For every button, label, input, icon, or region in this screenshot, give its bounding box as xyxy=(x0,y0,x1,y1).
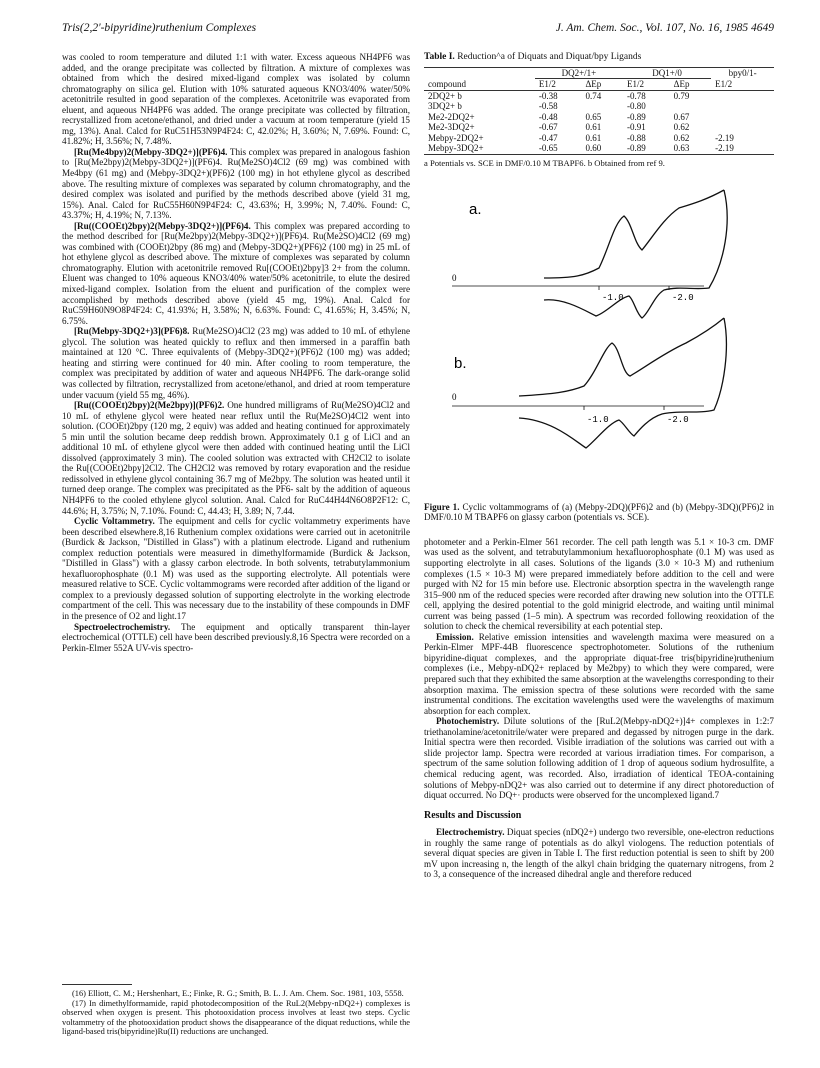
table-reductions xyxy=(424,67,774,155)
table-cell: -0.91 xyxy=(627,122,646,133)
table-cell: -0.58 xyxy=(538,101,558,112)
paragraph xyxy=(62,622,410,654)
figure-cyclic-voltammograms xyxy=(424,178,774,498)
paragraph: was cooled to room temperature and diluted 1:1 with water. Excess aqueous NH4PF6 was added, and the orange precipitate was collected by filtration. A mixture of complexes was obtained from which the desired mixed-ligand complex was isolated by column chromatography on silica gel. Elution with 10% saturated aqueous KNO3/40% water/50% acetonitrile resulted in good separation of the complexes. Acetonitrile was evaporated from eluent, and aqueous NH4PF6 was added. The orange precipitate was collected by filtration, recrystallized from acetone/ethanol, and dried under a vacuum at room temperature (yield 15 mg, 13%). Anal. Calcd for RuC51H53N9P4F24: C, 42.02%; H, 3.60%; N, 7.69%. Found: C, 41.82%; H, 3.56%; N, 7.48%. xyxy=(62,52,410,147)
table-cell xyxy=(711,101,774,112)
table-column-header: ΔEp xyxy=(582,79,624,91)
paragraph-body: One hundred milligrams of Ru(Me2SO)4Cl2 and 10 mL of ethylene glycol were heated near reflux until the Ru(Me2SO)4Cl2 went into solution. (COOEt)2bpy (120 mg, 2 equiv) was added and heating continued for approximately 5 min until the solution became deep reddish brown. Approximately 0.1 g of LiCl and an additional 10 mL of ethylene glycol were then added with continued heating until the LiCl dissolved (approximately 3 min). The cooled solution was extracted with CH2Cl2 to isolate the Ru[(COOEt)2bpy]2Cl2. The CH2Cl2 was removed by rotary evaporation and the residue redissolved in ethylene glycol containing 36.7 mg of Me2bpy. The solution was heated until it turned deep orange. The complex was precipitated as the PF6- salt by the addition of aqueous NH4PF6 to the cooled ethylene glycol solution. Anal. Calcd for RuC44H44N6O8P2F12: C, 44.6%; H, 3.75%; N, 7.10%. Found: C, 44.43; H, 3.89; N, 7.44. xyxy=(62,400,410,516)
voltammogram-plot xyxy=(424,178,774,498)
paragraph-body: Diquat species (nDQ2+) undergo two reversible, one-electron reductions in roughly the same range of potentials as do alkyl viologens. The reduction potentials of several diquat species are given in Table I. The first reduction potential is seen to shift by 200 mV upon increasing n, the length of the alkyl chain bridging the quaternary nitrogens, from 2 to 3, a consequence of the increased dihedral angle and therefore reduced xyxy=(424,827,774,880)
table-cell xyxy=(711,112,774,123)
table-cell xyxy=(670,101,712,112)
table-cell xyxy=(711,90,774,101)
paragraph-body: Relative emission intensities and wavelength maxima were measured on a Perkin-Elmer MPF-44B fluorescence spectrophotometer. Solutions of the ruthenium bipyridine-diquat complexes, and the appropriate diquat-free tris(bipyridine)ruthenium complexes (i.e., Mebpy-nDQ2+ replaced by Me2bpy) to which they were compared, were prepared such that they exhibited the same absorption at the wavelengths corresponding to their absorption maxima. The emission spectra of these solutions were recorded with the same instrumental conditions. The excitation wavelengths used were the wavelengths of maximum absorption for each complex. xyxy=(424,631,774,716)
tick-label-a2: -2.0 xyxy=(672,292,694,303)
paragraph-body: This complex was prepared according to the method described for [Ru(Me2bpy)2(Mebpy-3DQ2+)](PF6)4. Ru(Me2SO)4Cl2 (69 mg) was combined with (COOEt)2bpy (86 mg) and (Mebpy-3DQ2+)(PF6)2 (100 mg) in 25 mL of hot ethylene glycol as described above. The mixture of complexes was separated by column chromatography. Elution with acetonitrile removed Ru[(COOEt)2bpy]3 2+ from the column. Eluent was changed to 10% aqueous KNO3/40% water/50% acetonitrile, to elute the desired mixed-ligand complex. Isolation from the eluent and purification of the complex were accomplished by methods described above (yield 45 mg, 19%). Anal. Calcd for RuC59H60N9O8P4F24: C, 41.93%; H, 3.58%; N, 6.63%. Found: C, 41.65%; H, 3.45%; N, 6.75%. xyxy=(62,220,410,326)
paragraph xyxy=(62,326,410,400)
table-cell: 0.65 xyxy=(585,111,602,122)
footnote: (16) Elliott, C. M.; Hershenhart, E.; Finke, R. G.; Smith, B. L. J. Am. Chem. Soc. 1981, 103, 5558. xyxy=(72,989,404,998)
paragraph xyxy=(62,516,410,621)
table-cell: -0.38 xyxy=(538,90,558,101)
table-cell: 0.74 xyxy=(585,90,602,101)
cv-trace-b-forward xyxy=(519,318,724,396)
table-column-header: E1/2 xyxy=(535,79,582,91)
paragraph-heading: Photochemistry. xyxy=(436,716,500,727)
paragraph xyxy=(62,221,410,326)
cv-trace-a-return xyxy=(544,190,727,318)
paragraph-heading: [Ru((COOEt)2bpy)2(Mebpy-3DQ2+)](PF6)4. xyxy=(74,220,251,231)
paragraph-heading: [Ru(Me4bpy)2(Mebpy-3DQ2+)](PF6)4. xyxy=(74,146,228,157)
spacer xyxy=(424,523,774,537)
panel-label-b: b. xyxy=(454,354,467,372)
table-row xyxy=(424,101,774,112)
right-column xyxy=(424,52,774,880)
header-title: Tris(2,2'-bipyridine)ruthenium Complexes xyxy=(62,22,257,34)
table-note: a Potentials vs. SCE in DMF/0.10 M TBAPF6. b Obtained from ref 9. xyxy=(424,157,665,168)
table-row xyxy=(424,143,774,154)
table-cell xyxy=(711,122,774,133)
cv-trace-a-forward xyxy=(544,190,724,278)
table-cell: 0.62 xyxy=(673,132,690,143)
table-cell xyxy=(582,101,624,112)
table-body xyxy=(424,90,774,154)
table-cell: -0.80 xyxy=(627,101,646,112)
footnotes xyxy=(62,984,410,1037)
table-column-header: E1/2 xyxy=(623,79,670,91)
table-cell: 0.62 xyxy=(673,122,690,133)
footnote: (17) In dimethylformamide, rapid photodecomposition of the RuL2(Mebpy-nDQ2+) complexes is observed when oxygen is present. This photooxidation process involves at least two steps. Cyclic voltammetry of the photooxidation product shows the disappearance of the diquat reductions, while the ligand-based tris(bipyridine)Ru(II) reductions are unchanged. xyxy=(62,998,410,1037)
table-caption xyxy=(424,52,774,63)
table-cell: Me2-3DQ2+ xyxy=(428,122,475,133)
table-cell: 0.60 xyxy=(582,143,624,154)
table-column-header: ΔEp xyxy=(670,79,712,91)
paragraph-heading: Emission. xyxy=(436,631,474,642)
paragraph-heading: Electrochemistry. xyxy=(436,827,505,838)
left-column xyxy=(62,52,410,653)
table-cell: 0.79 xyxy=(673,90,690,101)
footnote-rule xyxy=(62,984,132,985)
panel-label-a: a. xyxy=(469,200,482,218)
table-cell: 3DQ2+ b xyxy=(428,101,462,112)
table-cell: -0.88 xyxy=(627,132,646,143)
table-row xyxy=(424,90,774,101)
table-cell: -0.65 xyxy=(535,143,582,154)
paragraph xyxy=(62,147,410,221)
table-row xyxy=(424,122,774,133)
paragraph-body: Ru(Me2SO)4Cl2 (23 mg) was added to 10 mL of ethylene glycol. The solution was heated quickly to reflux and then immersed in a paraffin bath maintained at 120 °C. Three equivalents of (Mebpy-3DQ2+)(PF6)2 (100 mg) was added; heating and stirring were continued for 40 min. After cooling to room temperature, the complex was precipitated by addition of water and aqueous NH4PF6. The dark-orange solid was collected by filtration, recrystallized from acetone/ethanol, and dried at room temperature under vacuum (yield 55 mg, 46%). xyxy=(62,326,410,400)
table-cell: -2.19 xyxy=(711,143,774,154)
table-column-header: E1/2 xyxy=(711,79,774,91)
table-cell: -0.48 xyxy=(538,111,558,122)
zero-label-b: 0 xyxy=(452,391,457,402)
tick-label-a1: -1.0 xyxy=(602,292,624,303)
paragraph-body: Dilute solutions of the [RuL2(Mebpy-nDQ2+)]4+ complexes in 1:2:7 triethanolamine/acetonitrile/water were prepared and degassed by nitrogen purge in the dark. Initial spectra were then recorded. Visible irradiation of the solutions was carried out with a slide projector lamp. Spectra were recorded at various irradiation times. For comparison, a spectrum of the same solution following addition of 1 drop of aqueous sodium hydrosulfite, a chemical reducing agent, was recorded. Also, irradiation of identical TEOA-containing solutions of Mebpy-nDQ2+ was also carried out to determine if any direct photoreduction of diquat occurred. No DQ+· products were observed for the uncomplexed ligand.7 xyxy=(424,716,774,801)
paragraph-body: The equipment and cells for cyclic voltammetry experiments have been described elsewhere.8,16 Ruthenium complex oxidations were carried out in acetonitrile (Burdick & Jackson, "Distilled in Glass") with a platinum electrode. Ligand and ruthenium complex reduction potentials were measured in dimethylformamide (Burdick & Jackson, "Distilled in Glass") with a glassy carbon electrode. In both solvents, tetrabutylammonium hexafluorophosphate (0.1 M) was used as the supporting electrolyte. All potentials were measured relative to SCE. Cyclic voltammograms were recorded after addition of the ligand or complex to a previously degassed solution of supporting electrolyte in the working electrode compartment of the cell. This was necessary due to the instability of these compounds in DMF in the presence of O2 and light.17 xyxy=(62,516,410,621)
paragraph xyxy=(424,716,774,800)
zero-label-a: 0 xyxy=(452,272,457,283)
table-corner xyxy=(424,67,535,79)
section-heading: Results and Discussion xyxy=(424,809,522,821)
paragraph: photometer and a Perkin-Elmer 561 recorder. The cell path length was 5.1 × 10-3 cm. DMF was used as the solvent, and tetrabutylammonium hexafluorophosphate (0.1 M) was used as supporting electrolyte in all cases. Solutions of the ligands (3.0 × 10-3 M) and ruthenium complexes (1.5 × 10-3 M) were prepared immediately before addition to the cell and were purged with N2 for 15 min before use. Electronic absorption spectra in the wavelength range 315–900 nm of the reduced species were recorded after drawing new solution into the OTTLE cell, applying the desired potential to the gold minigrid electrode, and waiting until minimal current was being passed (1–5 min). A spectrum was recorded following reoxidation of the solution to check the chemical reversibility at each potential step. xyxy=(424,536,774,632)
table-column-header: compound xyxy=(424,79,535,91)
paragraph-body: The equipment and optically transparent thin-layer electrochemical (OTTLE) cell have been described previously.8,16 Spectra were recorded on a Perkin-Elmer 552A UV-vis spectro- xyxy=(62,621,410,653)
table-cell: 2DQ2+ b xyxy=(428,90,462,101)
paragraph xyxy=(424,827,774,880)
table-group-header: DQ1+/0 xyxy=(623,67,711,79)
table-cell: -0.47 xyxy=(538,132,558,143)
paragraph-heading: [Ru(Mebpy-3DQ2+)3](PF6)8. xyxy=(74,326,190,337)
tick-label-b1: -1.0 xyxy=(587,414,609,425)
table-cell: -0.89 xyxy=(627,111,646,122)
tick-label-b2: -2.0 xyxy=(667,414,689,425)
table-cell: Mebpy-2DQ2+ xyxy=(428,132,484,143)
figure-caption xyxy=(424,502,774,523)
table-cell: 0.67 xyxy=(673,111,690,122)
paragraph-heading: Spectroelectrochemistry. xyxy=(74,621,171,632)
paragraph xyxy=(62,400,410,516)
table-cell: 0.63 xyxy=(670,143,712,154)
table-row xyxy=(424,133,774,144)
figure-caption-text: Cyclic voltammograms of (a) (Mebpy-2DQ)(PF6)2 and (b) (Mebpy-3DQ)(PF6)2 in DMF/0.10 M TBAPF6 on glassy carbon (potentials vs. SCE). xyxy=(424,501,774,523)
table-group-header: DQ2+/1+ xyxy=(535,67,623,79)
table-caption-label: Table I. xyxy=(424,52,455,62)
header-journal: J. Am. Chem. Soc., Vol. 107, No. 16, 1985 4649 xyxy=(555,22,774,34)
table-cell: -0.78 xyxy=(627,90,646,101)
table-cell: -0.89 xyxy=(623,143,670,154)
table-caption-text: Reduction^a of Diquats and Diquat/bpy Ligands xyxy=(454,52,642,62)
figure-caption-label: Figure 1. xyxy=(424,501,460,512)
table-cell: -0.67 xyxy=(538,122,558,133)
table-cell: 0.61 xyxy=(585,132,602,143)
table-cell: Me2-2DQ2+ xyxy=(428,111,475,122)
paragraph-heading: Cyclic Voltammetry. xyxy=(74,516,155,527)
table-cell: Mebpy-3DQ2+ xyxy=(424,143,535,154)
table-cell: 0.61 xyxy=(585,122,602,133)
paragraph-body: This complex was prepared in analogous fashion to [Ru(Me2bpy)2(Mebpy-3DQ2+)](PF6)4. Ru(Me2SO)4Cl2 (69 mg) was combined with Me4bpy (61 mg) and (Mebpy-3DQ2+)(PF6)2 (100 mg) in hot ethylene glycol as described above. The resulting mixture of complexes was separated by column chromatography, and the desired complex was isolated and purified by the methods described above (yield 31 mg, 15%). Anal. Calcd for RuC55H60N9P4F24: C, 43.63%; H, 3.99%; N, 7.40%. Found: C, 43.37%; H, 4.19%; N, 7.13%. xyxy=(62,146,410,221)
table-cell: -2.19 xyxy=(715,132,734,143)
table-row xyxy=(424,112,774,123)
paragraph xyxy=(424,632,774,716)
paragraph-heading: [Ru((COOEt)2bpy)2(Me2bpy)](PF6)2. xyxy=(74,400,225,411)
table-group-header: bpy0/1- xyxy=(711,67,774,79)
